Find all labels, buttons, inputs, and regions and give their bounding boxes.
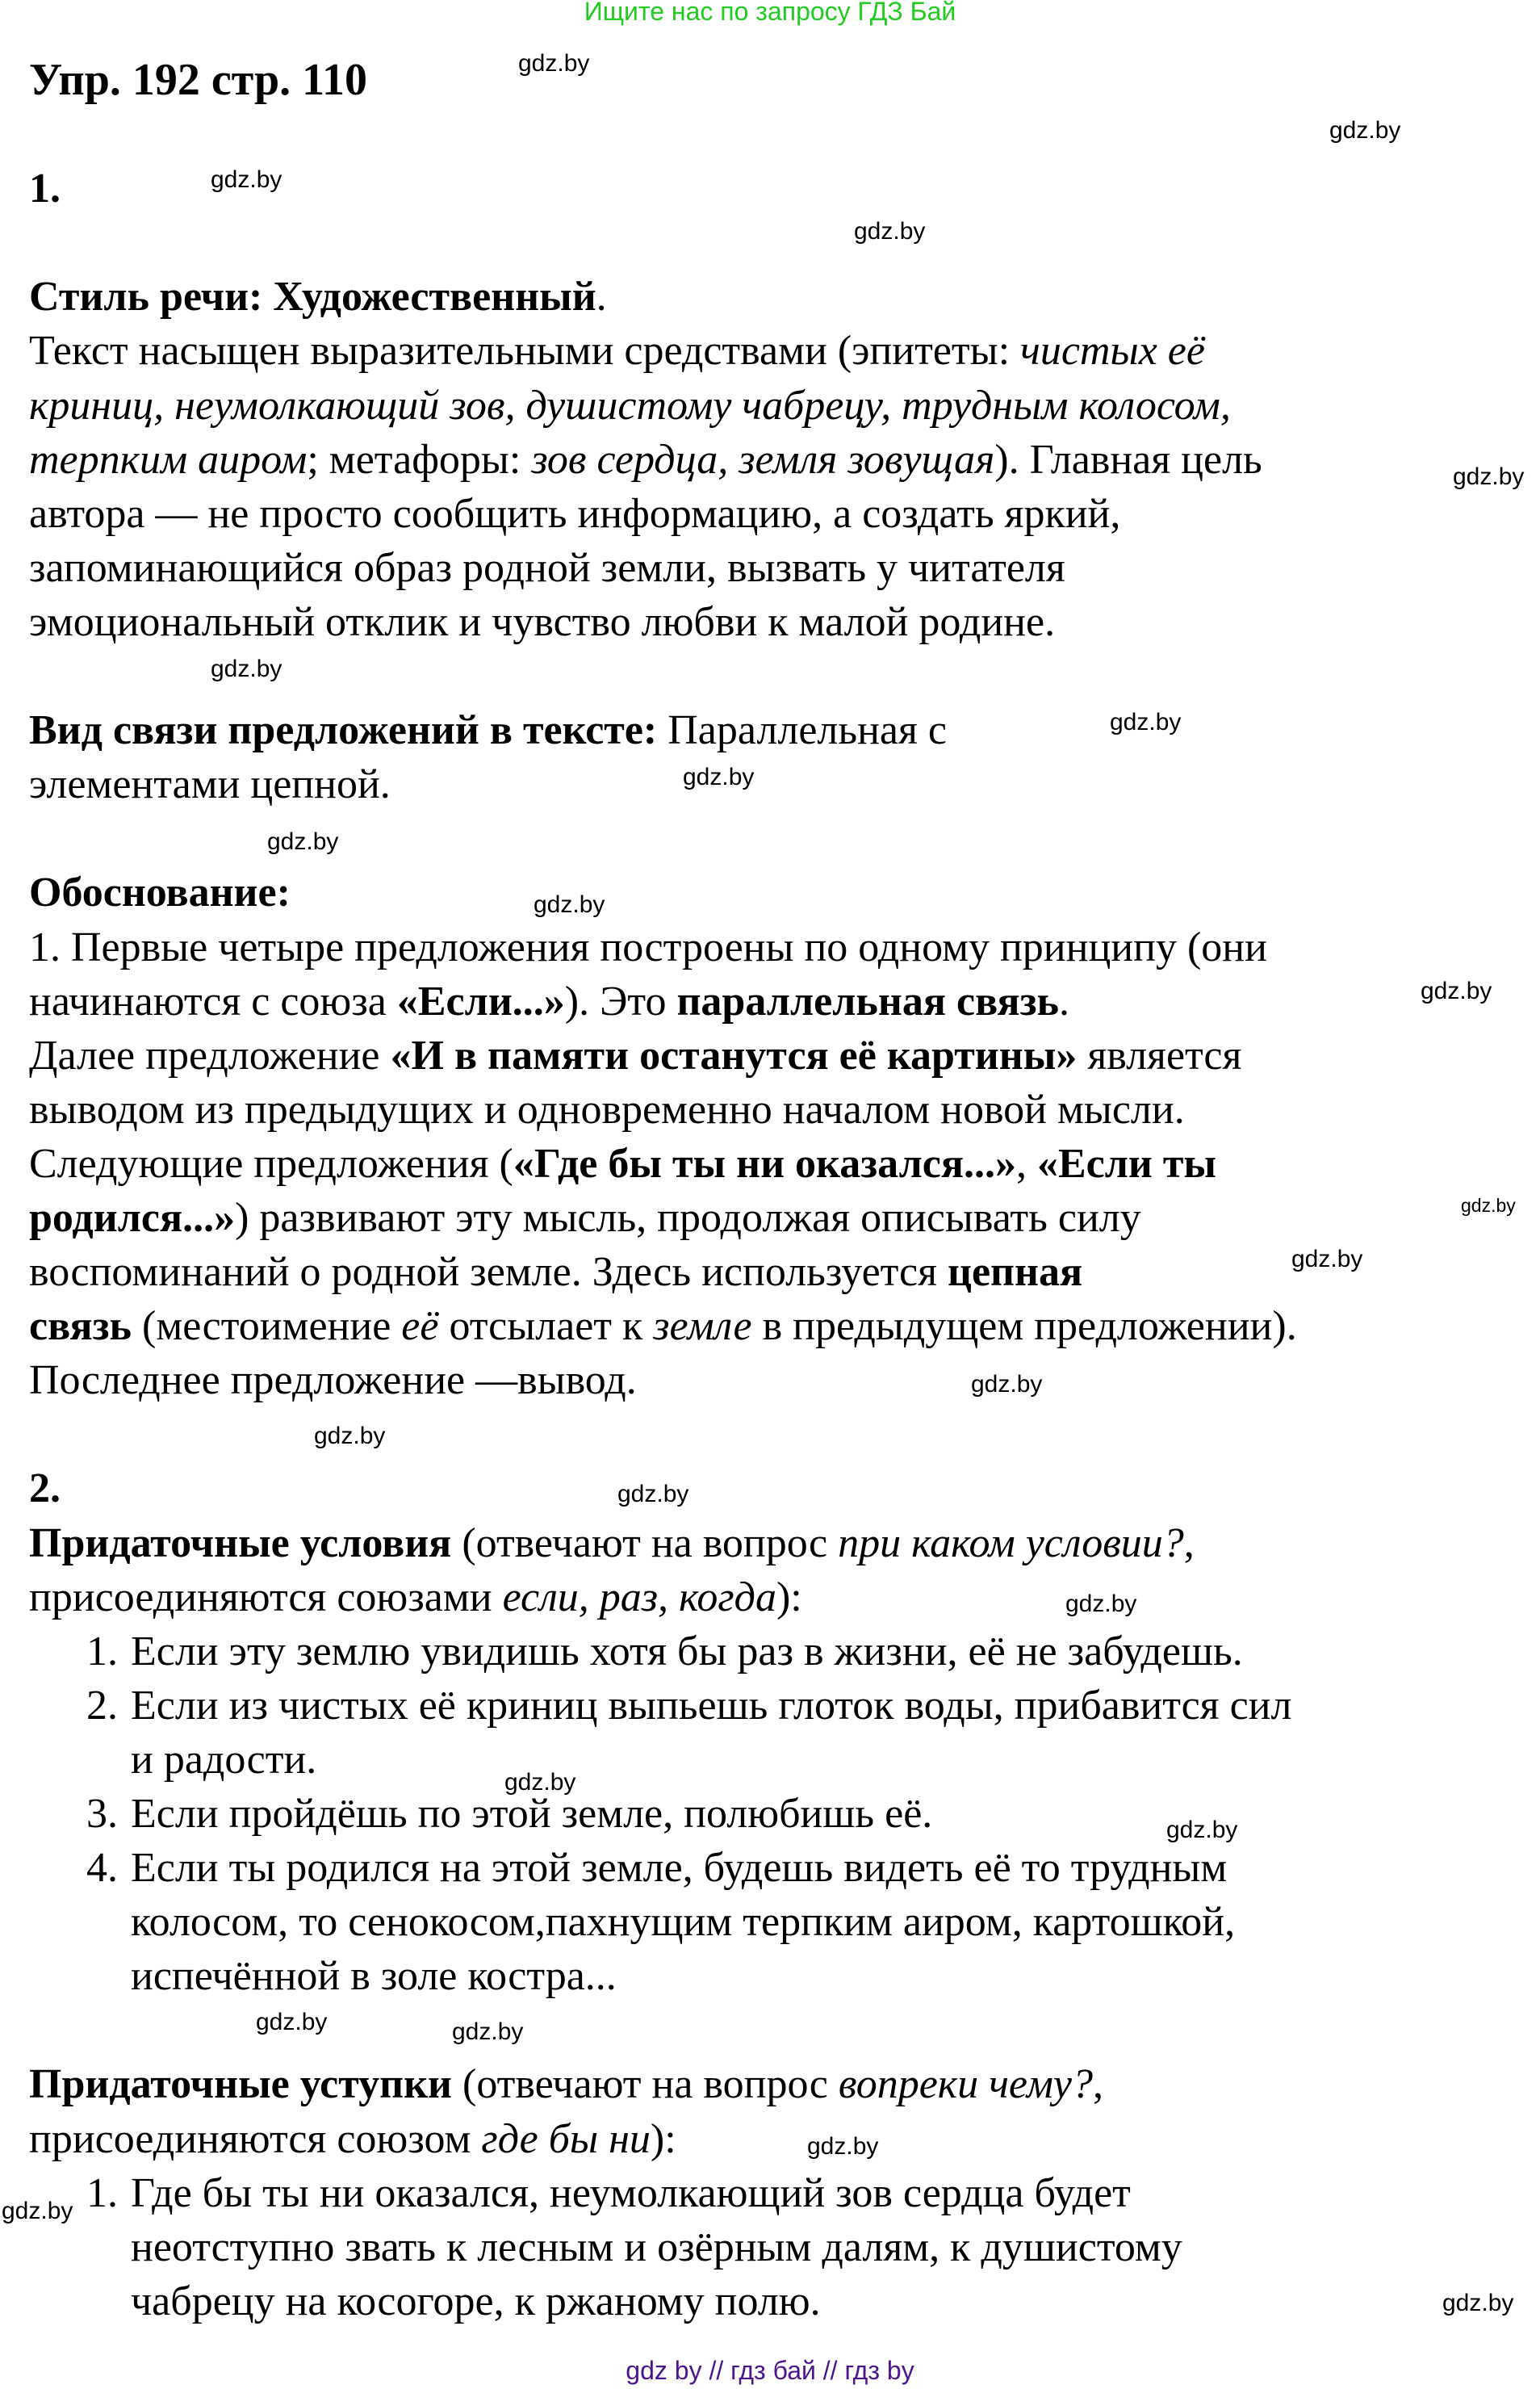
text: ,: [1015, 1140, 1037, 1187]
bold-text: «Если ты: [1036, 1140, 1217, 1187]
watermark: gdz.by: [617, 1481, 689, 1507]
bold-text: 2.: [29, 1465, 61, 1512]
text-line: [29, 487, 1297, 541]
search-banner: Ищите нас по запросу ГДЗ Бай: [584, 0, 956, 26]
italic-text: зов сердца, земля зовущая: [531, 436, 995, 483]
bold-text: связь: [29, 1303, 132, 1350]
italic-text: при каком условии?: [838, 1519, 1184, 1566]
watermark: gdz.by: [211, 166, 282, 193]
bold-text: «Где бы ты ни оказался...»: [513, 1140, 1016, 1187]
text: элементами цепной.: [29, 761, 391, 808]
text-line: [29, 1299, 1297, 1353]
text: Если ты родился на этой земле, будешь видеть её то трудным: [131, 1845, 1228, 1892]
text: (отвечают на вопрос: [451, 1519, 839, 1566]
text: начинаются с союза: [29, 978, 397, 1025]
bold-text: Стиль речи: Художественный: [29, 274, 596, 321]
watermark: gdz.by: [211, 656, 282, 682]
list-item-line: [29, 2166, 1297, 2220]
text: отсылает к: [438, 1303, 654, 1350]
bold-text: родился...»: [29, 1194, 236, 1241]
bold-text: параллельная связь: [676, 978, 1060, 1025]
blank-line: [29, 107, 1297, 161]
text: эмоциональный отклик и чувство любви к малой родине.: [29, 598, 1056, 645]
watermark: gdz.by: [1421, 978, 1492, 1004]
text-line: [29, 1191, 1297, 1245]
text-line: [29, 703, 1297, 757]
watermark: gdz.by: [518, 50, 590, 77]
list-number: 1.: [86, 1628, 118, 1674]
text-line: [29, 1245, 1297, 1299]
list-item-line: [29, 1787, 1297, 1841]
bold-text: Вид связи предложений в тексте:: [29, 707, 658, 754]
text: ,: [1092, 2061, 1103, 2108]
bold-text: 1.: [29, 166, 61, 212]
watermark: gdz.by: [1329, 117, 1401, 144]
text-line: [29, 595, 1297, 649]
text: (отвечают на вопрос: [452, 2061, 839, 2108]
bold-text: Упр. 192 стр. 110: [29, 55, 368, 105]
text-line: [29, 2112, 1297, 2166]
watermark: gdz.by: [267, 828, 339, 855]
blank-line: [29, 216, 1297, 270]
text-line: [29, 433, 1297, 487]
text: выводом из предыдущих и одновременно началом новой мысли.: [29, 1086, 1185, 1133]
text: ,: [1183, 1519, 1195, 1566]
watermark: gdz.by: [807, 2133, 879, 2160]
text: воспоминаний о родной земле. Здесь используется: [29, 1249, 948, 1296]
text-line: [29, 974, 1297, 1029]
text: Если пройдёшь по этой земле, полюбишь её.: [131, 1791, 933, 1837]
document-body: [29, 53, 1297, 2328]
text-line: [29, 1516, 1297, 1570]
text: в предыдущем предложении).: [751, 1303, 1297, 1350]
list-number: 3.: [86, 1791, 118, 1837]
text: Следующие предложения (: [29, 1140, 513, 1187]
watermark: gdz.by: [256, 2009, 328, 2035]
italic-text: её: [401, 1303, 439, 1350]
watermark: gdz.by: [2, 2198, 73, 2224]
watermark: gdz.by: [314, 1423, 386, 1449]
watermark: gdz.by: [1291, 1246, 1363, 1272]
watermark: gdz.by: [1453, 463, 1525, 490]
blank-line: [29, 2003, 1297, 2057]
watermark: gdz.by: [1110, 709, 1182, 736]
italic-text: где бы ни: [481, 2115, 651, 2162]
text: Текст насыщен выразительными средствами (эпитеты:: [29, 328, 1021, 375]
italic-text: терпким аиром: [29, 436, 308, 483]
text: .: [1059, 978, 1070, 1025]
text: 1. Первые четыре предложения построены по одному принципу (они: [29, 924, 1267, 970]
text: и радости.: [131, 1736, 317, 1783]
text: неотступно звать к лесным и озёрным далям, к душистому: [131, 2223, 1182, 2270]
list-item-line: [29, 1679, 1297, 1733]
text-line: [29, 757, 1297, 811]
text-line: [29, 1353, 1297, 1407]
list-item-line: [29, 1895, 1297, 1949]
text-line: [29, 1083, 1297, 1137]
text-line: [29, 270, 1297, 324]
text: ). Это: [564, 978, 677, 1025]
italic-text: чистых её: [1020, 328, 1205, 375]
blank-line: [29, 811, 1297, 865]
italic-text: если, раз, когда: [502, 1574, 776, 1620]
text-line: [29, 379, 1297, 433]
text: ; метафоры:: [307, 436, 532, 483]
text-line: [29, 865, 1297, 920]
watermark: gdz.by: [504, 1769, 576, 1796]
list-item-line: [29, 1949, 1297, 2003]
page-title: [29, 53, 1297, 107]
text: Если из чистых её криниц выпьешь глоток воды, прибавится сил: [131, 1682, 1292, 1729]
text: Если эту землю увидишь хотя бы раз в жизни, её не забудешь.: [131, 1628, 1243, 1674]
watermark: gdz.by: [452, 2018, 524, 2045]
watermark: gdz.by: [971, 1371, 1043, 1398]
text: ) развивают эту мысль, продолжая описывать силу: [235, 1194, 1141, 1241]
watermark: gdz.by: [854, 218, 926, 245]
list-number: 4.: [86, 1845, 118, 1892]
list-item-line: [29, 1841, 1297, 1895]
watermark: gdz.by: [683, 764, 755, 790]
text: Где бы ты ни оказался, неумолкающий зов сердца будет: [131, 2169, 1131, 2216]
text-line: [29, 2057, 1297, 2111]
bold-text: цепная: [948, 1249, 1083, 1296]
text-line: [29, 1029, 1297, 1083]
text-line: [29, 541, 1297, 595]
watermark: gdz.by: [1461, 1195, 1516, 1216]
text: присоединяются союзом: [29, 2115, 482, 2162]
list-item-line: [29, 2220, 1297, 2274]
text: ):: [650, 2115, 676, 2162]
text: ). Главная цель: [994, 436, 1262, 483]
watermark: gdz.by: [1442, 2290, 1514, 2316]
watermark: gdz.by: [1065, 1591, 1137, 1617]
watermark: gdz.by: [534, 891, 605, 918]
text: (местоимение: [132, 1303, 402, 1350]
text: Далее предложение: [29, 1032, 391, 1079]
italic-text: криниц, неумолкающий зов, душистому чабрецу, трудным колосом,: [29, 382, 1231, 429]
text: чабрецу на косогоре, к ржаному полю.: [131, 2278, 821, 2324]
text: испечённой в золе костра...: [131, 1953, 617, 2000]
list-item-line: [29, 2274, 1297, 2328]
text: присоединяются союзами: [29, 1574, 503, 1620]
bold-text: Придаточные условия: [29, 1519, 452, 1566]
text: .: [596, 274, 607, 321]
list-item-line: [29, 1733, 1297, 1787]
bold-text: Обоснование:: [29, 870, 291, 916]
text: Параллельная с: [657, 707, 947, 754]
text: автора — не просто сообщить информацию, а создать яркий,: [29, 490, 1121, 537]
list-number: 2.: [86, 1682, 118, 1729]
bold-text: «Если...»: [396, 978, 565, 1025]
text-line: [29, 920, 1297, 974]
text: ):: [776, 1574, 802, 1620]
bold-text: «И в памяти останутся её картины»: [390, 1032, 1078, 1079]
blank-line: [29, 1407, 1297, 1461]
text-line: [29, 324, 1297, 378]
text-line: [29, 1137, 1297, 1191]
text: запоминающийся образ родной земли, вызвать у читателя: [29, 544, 1065, 591]
text: колосом, то сенокосом,пахнущим терпким аиром, картошкой,: [131, 1899, 1236, 1946]
text: является: [1077, 1032, 1242, 1079]
italic-text: земле: [653, 1303, 752, 1350]
watermark: gdz.by: [1166, 1817, 1238, 1843]
list-item-line: [29, 1624, 1297, 1679]
text: Последнее предложение —вывод.: [29, 1357, 637, 1404]
bold-text: Придаточные уступки: [29, 2061, 452, 2108]
list-number: 1.: [86, 2169, 118, 2216]
footer-links: gdz by // гдз бай // гдз by: [626, 2356, 914, 2385]
italic-text: вопреки чему?: [838, 2061, 1093, 2108]
